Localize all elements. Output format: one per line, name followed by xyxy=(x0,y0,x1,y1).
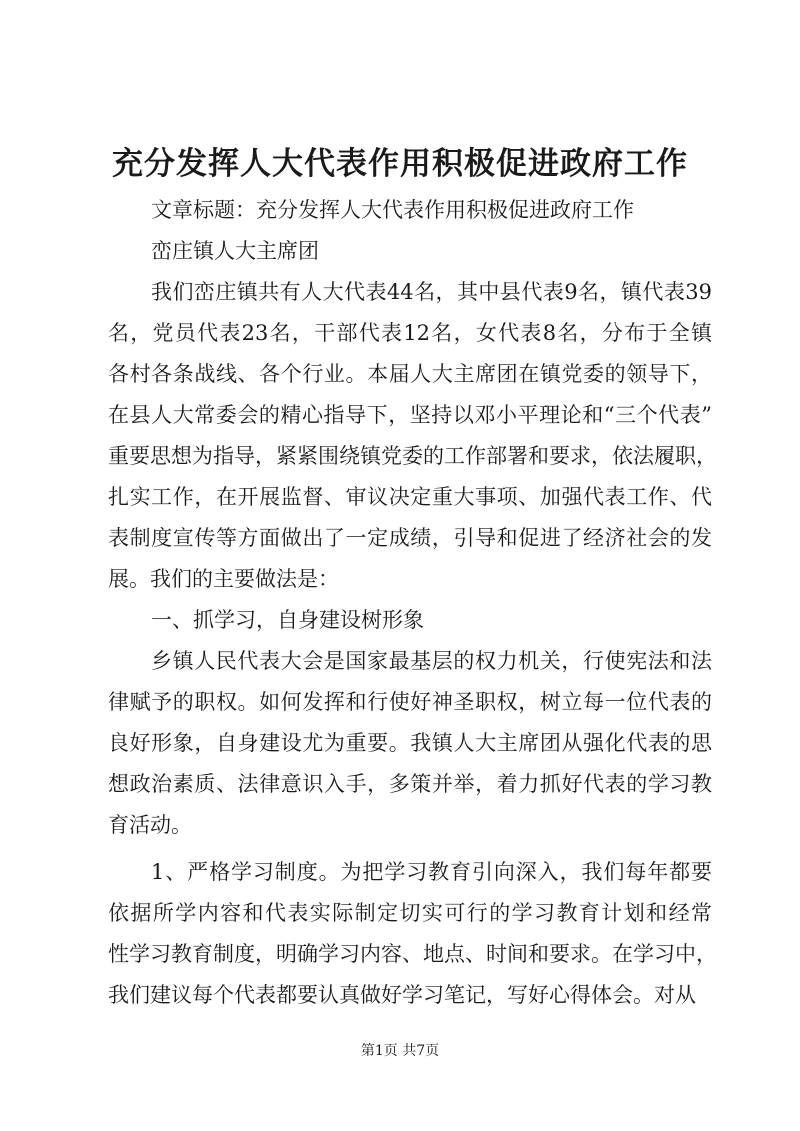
paragraph xyxy=(108,190,712,231)
text-line: 想政治素质、法律意识入手，多策并举，着力抓好代表的学习教 xyxy=(108,772,712,796)
text-line: 1、严格学习制度。为把学习教育引向深入，我们每年都要 xyxy=(151,860,712,884)
document-title: 充分发挥人大代表作用积极促进政府工作 xyxy=(112,146,688,182)
text-line: 扎实工作，在开展监督、审议决定重大事项、加强代表工作、代 xyxy=(108,485,712,509)
paragraph xyxy=(108,852,717,1016)
text-line: 在县人大常委会的精心指导下，坚持以邓小平理论和“三个代表” xyxy=(108,403,712,427)
text-line: 一、抓学习，自身建设树形象 xyxy=(151,608,424,632)
document-body xyxy=(108,190,717,1016)
text-line: 我们峦庄镇共有人大代表44名，其中县代表9名，镇代表39 xyxy=(151,280,712,304)
text-line: 展。我们的主要做法是： xyxy=(108,567,339,591)
text-line: 重要思想为指导，紧紧围绕镇党委的工作部署和要求，依法履职， xyxy=(108,444,717,468)
text-line: 名，党员代表23名，干部代表12名，女代表8名，分布于全镇 xyxy=(108,321,712,345)
text-line: 文章标题：充分发挥人大代表作用积极促进政府工作 xyxy=(151,198,634,222)
text-line: 性学习教育制度，明确学习内容、地点、时间和要求。在学习中， xyxy=(108,942,717,966)
text-line: 我们建议每个代表都要认真做好学习笔记，写好心得体会。对从 xyxy=(108,983,696,1007)
text-line: 依据所学内容和代表实际制定切实可行的学习教育计划和经常 xyxy=(108,901,712,925)
text-line: 表制度宣传等方面做出了一定成绩，引导和促进了经济社会的发 xyxy=(108,526,712,550)
text-line: 育活动。 xyxy=(108,813,192,837)
text-line: 峦庄镇人大主席团 xyxy=(151,239,319,263)
text-line: 良好形象，自身建设尤为重要。我镇人大主席团从强化代表的思 xyxy=(108,731,712,755)
text-line: 各村各条战线、各个行业。本届人大主席团在镇党委的领导下， xyxy=(108,362,712,386)
paragraph xyxy=(108,231,712,272)
paragraph xyxy=(108,600,712,641)
page-footer: 第1页 共7页 xyxy=(360,1043,440,1059)
paragraph xyxy=(108,272,717,600)
text-line: 乡镇人民代表大会是国家最基层的权力机关，行使宪法和法 xyxy=(151,649,712,673)
text-line: 律赋予的职权。如何发挥和行使好神圣职权，树立每一位代表的 xyxy=(108,690,712,714)
paragraph xyxy=(108,641,712,846)
